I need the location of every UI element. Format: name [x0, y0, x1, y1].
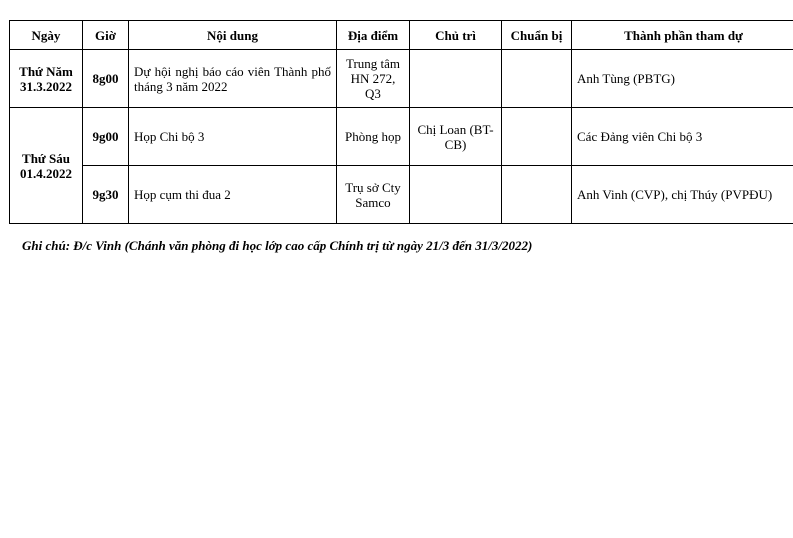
- location-cell: Phòng họp: [337, 108, 410, 166]
- location-cell: Trụ sở Cty Samco: [337, 166, 410, 224]
- attendees-cell: Các Đảng viên Chi bộ 3: [572, 108, 793, 166]
- chair-cell: [410, 50, 502, 108]
- prepare-cell: [502, 50, 572, 108]
- attendees-cell: Anh Vinh (CVP), chị Thúy (PVPĐU): [572, 166, 793, 224]
- day-date: 01.4.2022: [20, 165, 72, 181]
- day-weekday: Thứ Năm: [19, 63, 73, 79]
- time-cell: 9g00: [83, 108, 129, 166]
- table-row: [10, 108, 793, 166]
- day-weekday: Thứ Sáu: [22, 150, 70, 166]
- table-row: [10, 166, 793, 224]
- attendees-cell: Anh Tùng (PBTG): [572, 50, 793, 108]
- header-content: Nội dung: [129, 21, 337, 50]
- content-cell: Họp Chi bộ 3: [129, 108, 337, 166]
- header-chair: Chủ trì: [410, 21, 502, 50]
- time-cell: 8g00: [83, 50, 129, 108]
- header-time: Giờ: [83, 21, 129, 50]
- prepare-cell: [502, 166, 572, 224]
- time-cell: 9g30: [83, 166, 129, 224]
- chair-cell: Chị Loan (BT-CB): [410, 108, 502, 166]
- chair-cell: [410, 166, 502, 224]
- day-date: 31.3.2022: [20, 78, 72, 94]
- content-cell: Dự hội nghị báo cáo viên Thành phố tháng 3 năm 2022: [129, 50, 337, 108]
- header-prepare: Chuẩn bị: [502, 21, 572, 50]
- header-location: Địa điểm: [337, 21, 410, 50]
- day-cell: [10, 108, 83, 224]
- table-row: [10, 50, 793, 108]
- header-date: Ngày: [10, 21, 83, 50]
- footnote: Ghi chú: Đ/c Vinh (Chánh văn phòng đi học lớp cao cấp Chính trị từ ngày 21/3 đến 31/3/2022): [22, 238, 533, 253]
- schedule-table: [9, 20, 793, 224]
- location-cell: Trung tâm HN 272, Q3: [337, 50, 410, 108]
- prepare-cell: [502, 108, 572, 166]
- content-cell: Họp cụm thi đua 2: [129, 166, 337, 224]
- day-cell: [10, 50, 83, 108]
- header-row: [10, 21, 793, 50]
- header-attendees: Thành phần tham dự: [572, 21, 793, 50]
